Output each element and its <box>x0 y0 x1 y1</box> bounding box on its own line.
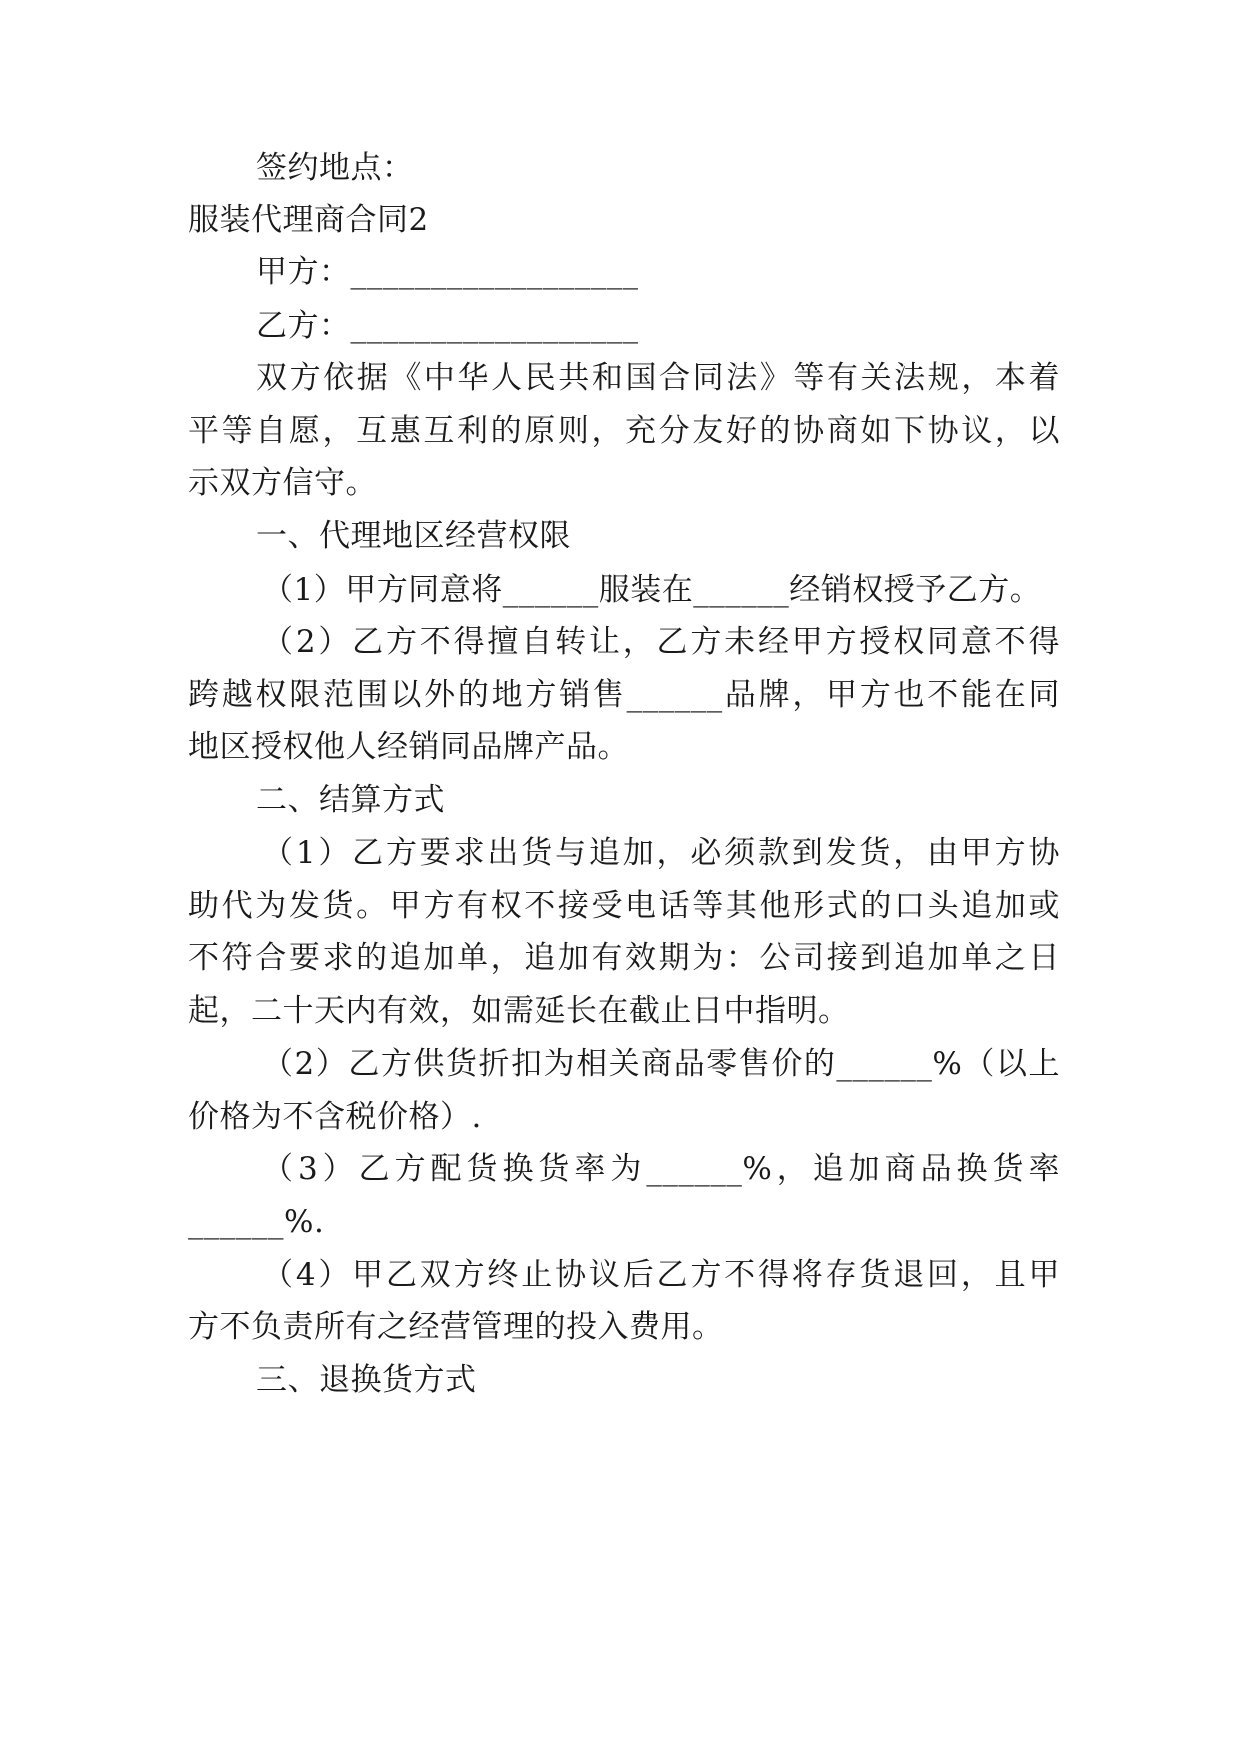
party-b-line: 乙方：__________________ <box>256 308 639 344</box>
preamble-line-3: 示双方信守。 <box>188 465 377 501</box>
clause-1-1-line-1: （1）甲方同意将______服装在______经销权授予乙方。 <box>262 572 1042 608</box>
section-3-heading: 三、退换货方式 <box>256 1362 477 1398</box>
clause-2-1-line-1: （1）乙方要求出货与追加，必须款到发货，由甲方协 <box>262 835 1060 871</box>
clause-1-2-line-1: （2）乙方不得擅自转让，乙方未经甲方授权同意不得 <box>262 624 1060 660</box>
section-2-heading: 二、结算方式 <box>256 782 445 818</box>
clause-1-2-line-2: 跨越权限范围以外的地方销售______品牌，甲方也不能在同 <box>188 677 1060 713</box>
party-a-line: 甲方：__________________ <box>256 254 639 290</box>
clause-2-1-line-4: 起，二十天内有效，如需延长在截止日中指明。 <box>188 993 850 1029</box>
clause-1-2-line-3: 地区授权他人经销同品牌产品。 <box>188 729 629 765</box>
contract-title: 服装代理商合同2 <box>188 202 429 238</box>
clause-2-3-line-2: ______%. <box>188 1204 325 1240</box>
clause-2-2-line-2: 价格为不含税价格）. <box>188 1099 482 1135</box>
clause-2-3-line-1: （3）乙方配货换货率为______%，追加商品换货率 <box>262 1151 1060 1187</box>
signing-place-line: 签约地点： <box>256 150 414 186</box>
clause-2-1-line-2: 助代为发货。甲方有权不接受电话等其他形式的口头追加或 <box>188 888 1060 924</box>
preamble-line-2: 平等自愿，互惠互利的原则，充分友好的协商如下协议，以 <box>188 413 1060 449</box>
clause-2-2-line-1: （2）乙方供货折扣为相关商品零售价的______%（以上 <box>262 1046 1060 1082</box>
clause-2-4-line-2: 方不负责所有之经营管理的投入费用。 <box>188 1309 724 1345</box>
preamble-line-1: 双方依据《中华人民共和国合同法》等有关法规，本着 <box>256 360 1060 396</box>
clause-2-4-line-1: （4）甲乙双方终止协议后乙方不得将存货退回，且甲 <box>262 1257 1060 1293</box>
section-1-heading: 一、代理地区经营权限 <box>256 518 571 554</box>
clause-2-1-line-3: 不符合要求的追加单，追加有效期为：公司接到追加单之日 <box>188 940 1060 976</box>
